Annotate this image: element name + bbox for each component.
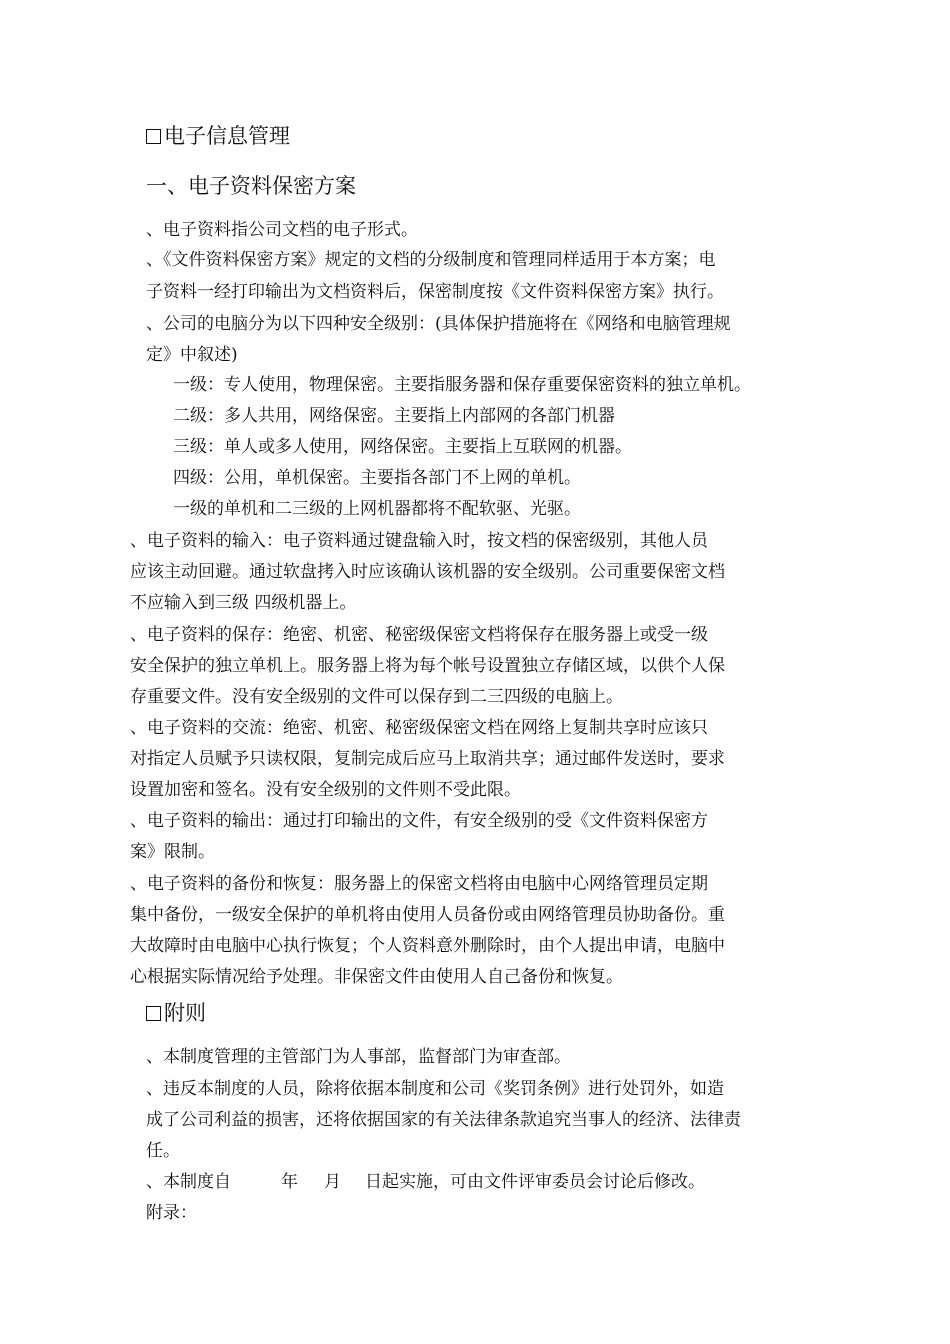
section-title: 电子信息管理 <box>164 124 290 148</box>
paragraph-line: 、电子资料的备份和恢复：服务器上的保密文档将由电脑中心网络管理员定期 <box>130 874 708 894</box>
paragraph-line: 、电子资料的交流：绝密、机密、秘密级保密文档在网络上复制共享时应该只 <box>130 718 708 738</box>
security-level-line: 四级：公用，单机保密。主要指各部门不上网的单机。 <box>173 468 581 488</box>
paragraph-line: 、违反本制度的人员，除将依据本制度和公司《奖罚条例》进行处罚外，如造 <box>146 1079 724 1099</box>
checkbox-square-icon <box>146 1006 161 1021</box>
paragraph-line: 、电子资料的输入：电子资料通过键盘输入时，按文档的保密级别，其他人员 <box>130 531 708 551</box>
effective-date-line <box>146 1170 705 1194</box>
paragraph-line: 、电子资料指公司文档的电子形式。 <box>146 220 418 240</box>
paragraph-line: 、公司的电脑分为以下四种安全级别：(具体保护措施将在《网络和电脑管理规 <box>146 314 731 334</box>
paragraph-line: 不应输入到三级 四级机器上。 <box>130 593 357 613</box>
paragraph-line: 、本制度管理的主管部门为人事部，监督部门为审查部。 <box>146 1047 571 1067</box>
paragraph-line: 设置加密和签名。没有安全级别的文件则不受此限。 <box>130 780 521 800</box>
security-level-line: 一级：专人使用，物理保密。主要指服务器和保存重要保密资料的独立单机。 <box>173 375 751 395</box>
subsection-heading <box>146 171 356 201</box>
paragraph-line: 集中备份，一级安全保护的单机将由使用人员备份或由网络管理员协助备份。重 <box>130 905 725 925</box>
paragraph-line: 安全保护的独立单机上。服务器上将为每个帐号设置独立存储区域，以供个人保 <box>130 656 725 676</box>
paragraph-line: 、电子资料的输出：通过打印输出的文件，有安全级别的受《文件资料保密方 <box>130 811 708 831</box>
effective-date-prefix: 、本制度自 <box>146 1172 231 1192</box>
subsection-title: 一、电子资料保密方案 <box>146 174 356 198</box>
month-label: 月 <box>324 1172 341 1192</box>
section-title: 附则 <box>164 1001 206 1025</box>
section-heading-appendix-rules <box>146 998 206 1028</box>
paragraph-line: 任。 <box>146 1141 180 1161</box>
paragraph-line: 大故障时由电脑中心执行恢复；个人资料意外删除时，由个人提出申请，电脑中 <box>130 936 725 956</box>
paragraph-line: 存重要文件。没有安全级别的文件可以保存到二三四级的电脑上。 <box>130 687 623 707</box>
paragraph-line: 案》限制。 <box>130 842 215 862</box>
appendix-label: 附录： <box>146 1203 197 1223</box>
paragraph-line: 应该主动回避。通过软盘拷入时应该确认该机器的安全级别。公司重要保密文档 <box>130 562 725 582</box>
section-heading-electronic-info <box>146 121 290 151</box>
paragraph-line: 成了公司利益的损害，还将依据国家的有关法律条款追究当事人的经济、法律责 <box>146 1110 741 1130</box>
paragraph-line: 、电子资料的保存：绝密、机密、秘密级保密文档将保存在服务器上或受一级 <box>130 625 708 645</box>
paragraph-line: 子资料一经打印输出为文档资料后，保密制度按《文件资料保密方案》执行。 <box>146 282 724 302</box>
security-level-line: 三级：单人或多人使用，网络保密。主要指上互联网的机器。 <box>173 437 632 457</box>
checkbox-square-icon <box>146 129 161 144</box>
paragraph-line: 定》中叙述) <box>146 345 238 365</box>
security-level-line: 二级：多人共用，网络保密。主要指上内部网的各部门机器 <box>173 406 615 426</box>
effective-date-suffix: 日起实施，可由文件评审委员会讨论后修改。 <box>365 1172 705 1192</box>
security-level-note: 一级的单机和二三级的上网机器都将不配软驱、光驱。 <box>173 499 581 519</box>
paragraph-line: 对指定人员赋予只读权限，复制完成后应马上取消共享；通过邮件发送时，要求 <box>130 749 725 769</box>
year-label: 年 <box>281 1172 298 1192</box>
paragraph-line: 心根据实际情况给予处理。非保密文件由使用人自己备份和恢复。 <box>130 967 623 987</box>
paragraph-line: 、《文件资料保密方案》规定的文档的分级制度和管理同样适用于本方案；电 <box>146 250 716 270</box>
